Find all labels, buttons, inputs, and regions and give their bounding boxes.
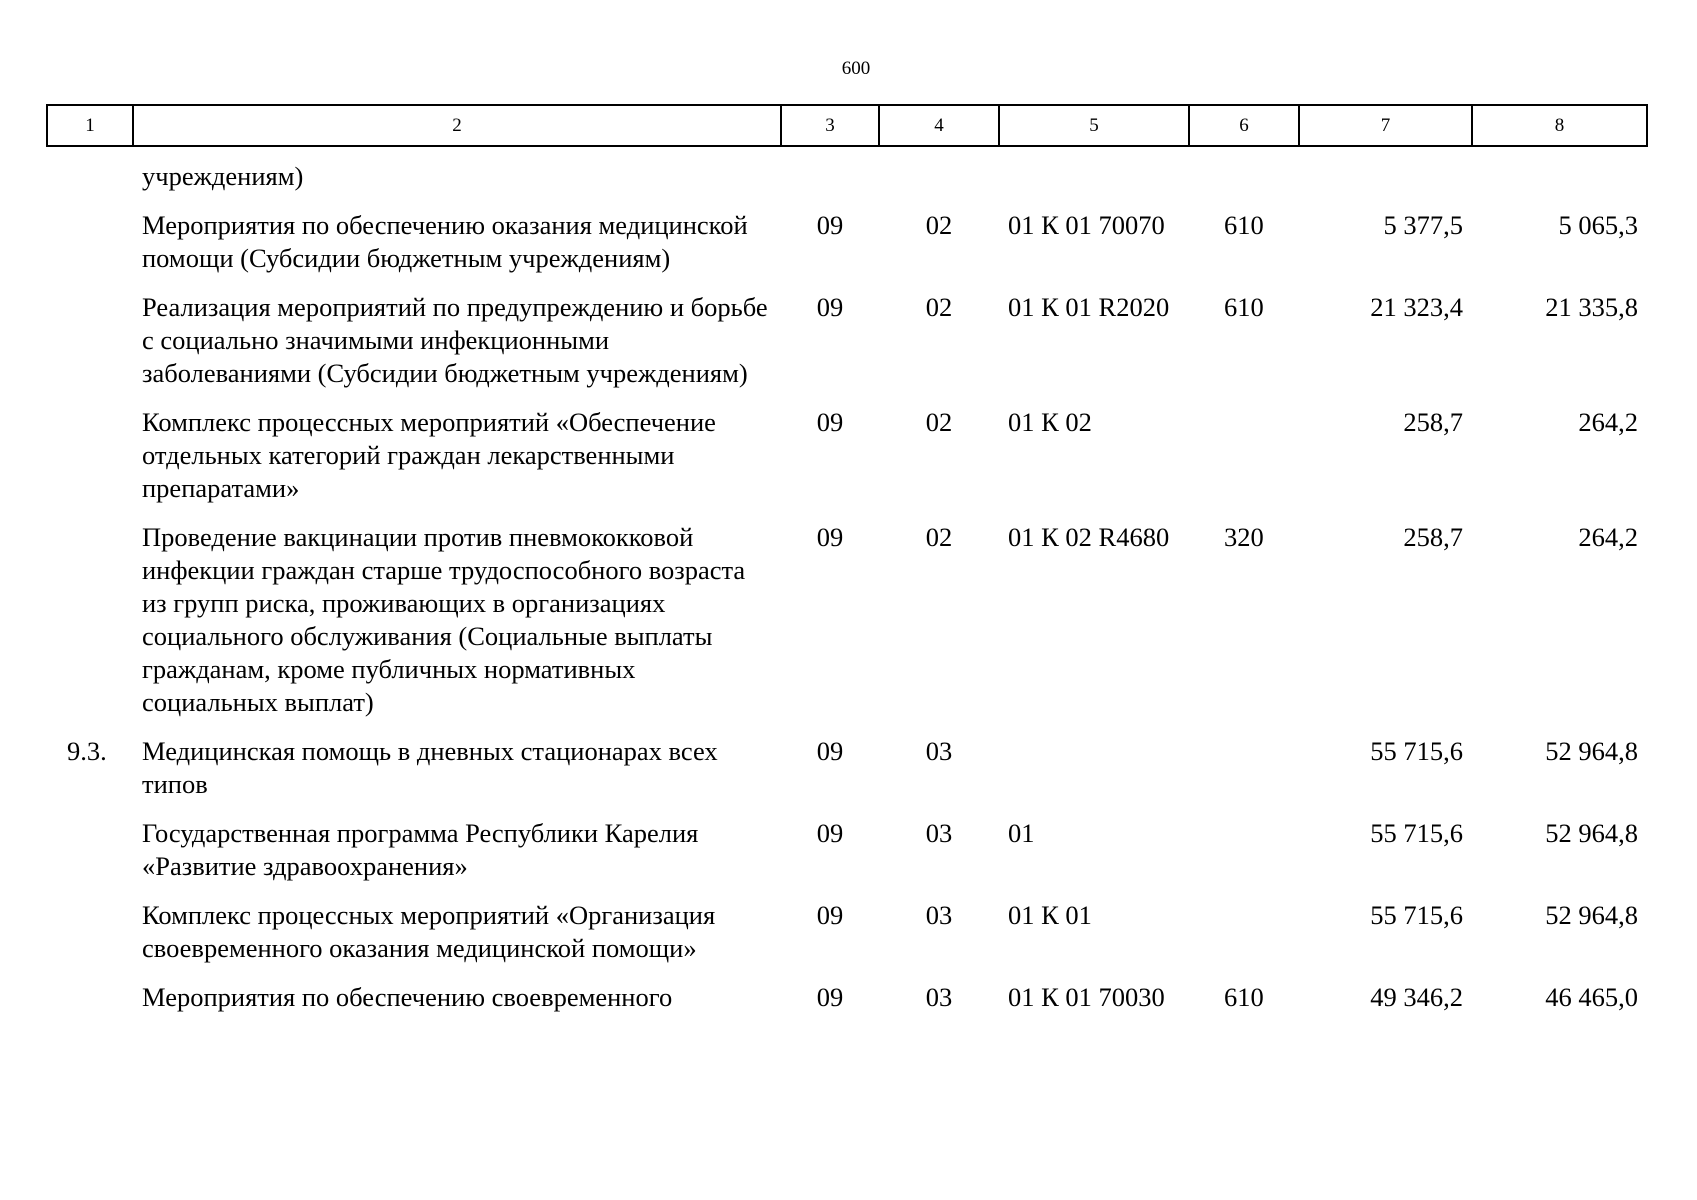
row-section: 09 — [816, 522, 844, 552]
table-row — [47, 406, 1647, 521]
row-expense-type — [1189, 406, 1299, 521]
table-row — [47, 146, 1647, 209]
header-col-3: 3 — [781, 105, 879, 146]
header-col-7: 7 — [1299, 105, 1472, 146]
row-sum-year2: 52 964,8 — [1545, 900, 1638, 930]
header-col-2: 2 — [133, 105, 781, 146]
row-number — [47, 899, 133, 981]
row-name: Комплекс процессных мероприятий «Организация своевременного оказания медицинской помощи» — [142, 900, 716, 963]
row-section: 09 — [816, 292, 844, 322]
table-header — [47, 105, 1647, 146]
row-name: Проведение вакцинации против пневмококковой инфекции граждан старше трудоспособного возраста из групп риска, проживающих в организациях социального обслуживания (Социальные выплаты гражданам, кроме публичных нормативных социальных выплат) — [142, 522, 746, 717]
row-name: Медицинская помощь в дневных стационарах всех типов — [142, 736, 718, 799]
table-row — [47, 981, 1647, 1030]
row-subsection: 02 — [925, 210, 953, 240]
row-number — [47, 406, 133, 521]
row-section: 09 — [816, 407, 844, 437]
row-expense-type — [1189, 146, 1299, 209]
row-sum-year1 — [1299, 146, 1472, 209]
row-number — [47, 146, 133, 209]
row-sum-year2: 52 964,8 — [1545, 736, 1638, 766]
table-row — [47, 735, 1647, 817]
row-expense-type: 610 — [1224, 982, 1264, 1012]
row-expense-type: 610 — [1224, 292, 1264, 322]
row-number: 9.3. — [67, 736, 107, 766]
row-sum-year1: 258,7 — [1403, 522, 1463, 552]
header-row — [47, 105, 1647, 146]
row-name: учреждениям) — [142, 161, 304, 191]
row-section: 09 — [816, 210, 844, 240]
row-sum-year2: 52 964,8 — [1545, 818, 1638, 848]
budget-table — [46, 104, 1648, 1030]
row-section: 09 — [816, 982, 844, 1012]
header-col-8: 8 — [1472, 105, 1647, 146]
row-subsection: 03 — [925, 982, 953, 1012]
row-number — [47, 521, 133, 735]
row-target-article: 01 — [1008, 818, 1035, 848]
header-col-5: 5 — [999, 105, 1189, 146]
row-sum-year2: 5 065,3 — [1558, 210, 1638, 240]
row-sum-year2: 264,2 — [1578, 407, 1638, 437]
row-expense-type — [1189, 899, 1299, 981]
row-expense-type: 610 — [1224, 210, 1264, 240]
row-sum-year2: 264,2 — [1578, 522, 1638, 552]
row-name: Комплекс процессных мероприятий «Обеспечение отдельных категорий граждан лекарственными препаратами» — [142, 407, 716, 503]
row-name: Государственная программа Республики Карелия «Развитие здравоохранения» — [142, 818, 699, 881]
row-number — [47, 817, 133, 899]
row-number — [47, 291, 133, 406]
table-row — [47, 291, 1647, 406]
row-sum-year2 — [1472, 146, 1647, 209]
header-col-1: 1 — [47, 105, 133, 146]
table-row — [47, 899, 1647, 981]
row-expense-type — [1189, 817, 1299, 899]
row-subsection: 03 — [925, 900, 953, 930]
table-row — [47, 521, 1647, 735]
row-sum-year1: 21 323,4 — [1370, 292, 1463, 322]
row-sum-year2: 21 335,8 — [1545, 292, 1638, 322]
row-sum-year1: 5 377,5 — [1383, 210, 1463, 240]
table-row — [47, 209, 1647, 291]
row-subsection: 02 — [925, 407, 953, 437]
row-sum-year2: 46 465,0 — [1545, 982, 1638, 1012]
row-number — [47, 981, 133, 1030]
row-section: 09 — [816, 818, 844, 848]
row-subsection: 03 — [925, 818, 953, 848]
row-sum-year1: 55 715,6 — [1370, 900, 1463, 930]
header-col-4: 4 — [879, 105, 999, 146]
row-sum-year1: 258,7 — [1403, 407, 1463, 437]
row-target-article: 01 К 01 70030 — [1008, 982, 1165, 1012]
row-subsection: 02 — [925, 522, 953, 552]
row-subsection: 03 — [925, 736, 953, 766]
row-target-article: 01 К 02 R4680 — [1008, 522, 1170, 552]
row-target-article: 01 К 01 R2020 — [1008, 292, 1170, 322]
row-target-article: 01 К 01 — [1008, 900, 1092, 930]
row-sum-year1: 55 715,6 — [1370, 818, 1463, 848]
row-target-article — [999, 146, 1189, 209]
row-target-article: 01 К 02 — [1008, 407, 1092, 437]
row-subsection: 02 — [925, 292, 953, 322]
row-section — [781, 146, 879, 209]
row-target-article: 01 К 01 70070 — [1008, 210, 1165, 240]
page-number: 600 — [841, 58, 871, 79]
table-row — [47, 817, 1647, 899]
table-body — [47, 146, 1647, 1030]
row-sum-year1: 49 346,2 — [1370, 982, 1463, 1012]
row-section: 09 — [816, 736, 844, 766]
row-target-article — [999, 735, 1189, 817]
row-expense-type: 320 — [1224, 522, 1264, 552]
header-col-6: 6 — [1189, 105, 1299, 146]
row-section: 09 — [816, 900, 844, 930]
row-name: Реализация мероприятий по предупреждению и борьбе с социально значимыми инфекционными заболеваниями (Субсидии бюджетным учреждениям) — [142, 292, 768, 388]
row-expense-type — [1189, 735, 1299, 817]
row-name: Мероприятия по обеспечению своевременного — [142, 982, 673, 1012]
row-number — [47, 209, 133, 291]
row-name: Мероприятия по обеспечению оказания медицинской помощи (Субсидии бюджетным учреждениям) — [142, 210, 748, 273]
row-subsection — [879, 146, 999, 209]
row-sum-year1: 55 715,6 — [1370, 736, 1463, 766]
